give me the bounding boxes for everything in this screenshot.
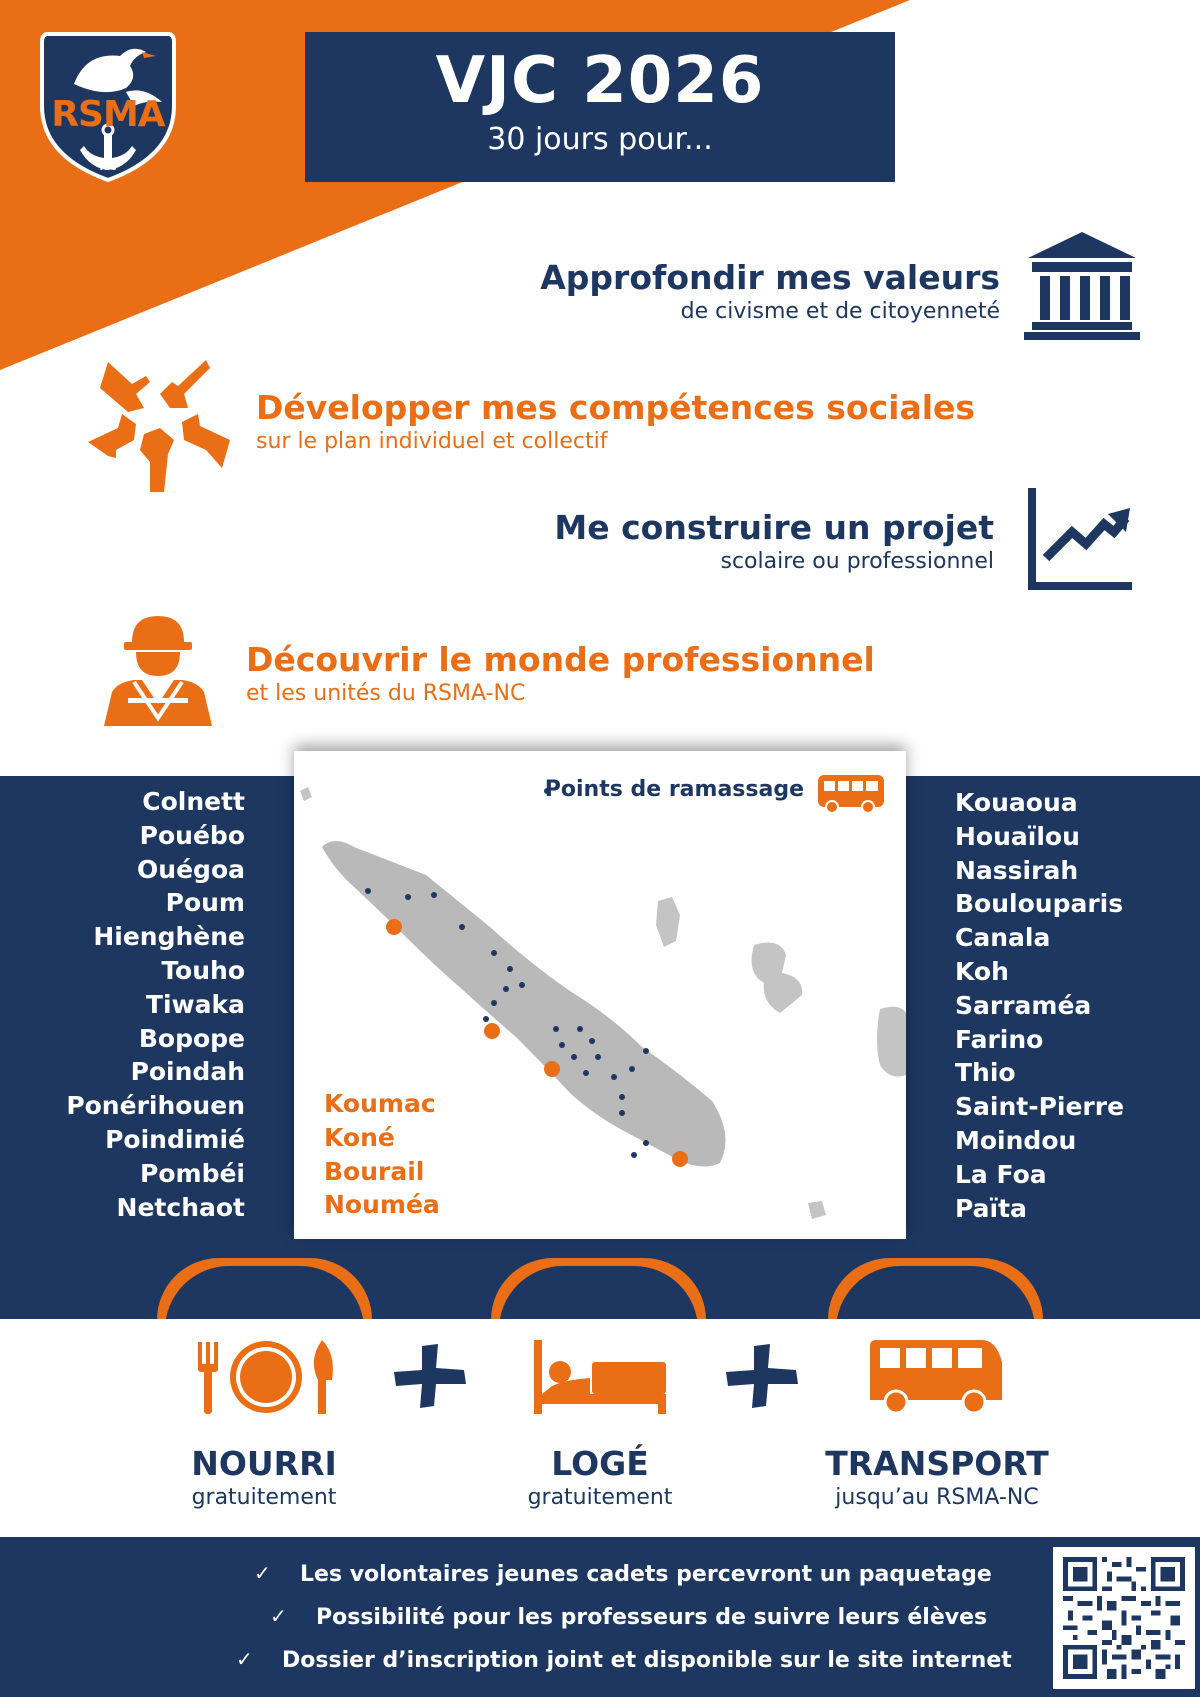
page-title: VJC 2026: [435, 44, 765, 118]
city-item: Boulouparis: [955, 889, 1124, 919]
goal-professional: [246, 640, 875, 708]
footer: [0, 1537, 1200, 1697]
benefit-subtitle: jusqu’au RSMA-NC: [835, 1485, 1039, 1510]
city-item: Colnett: [142, 787, 245, 816]
map-legend: Points de ramassage: [544, 777, 804, 802]
rsma-logo: [34, 26, 182, 184]
dining-icon: [196, 1340, 336, 1414]
city-item: Moindou: [955, 1125, 1077, 1155]
goal-title: Approfondir mes valeurs: [540, 258, 1000, 297]
qr-code[interactable]: [1053, 1547, 1195, 1689]
hub-item: Koumac: [324, 1089, 436, 1118]
hub-item: Koné: [324, 1122, 395, 1152]
goal-title: Développer mes compétences sociales: [256, 388, 976, 427]
note-item: Possibilité pour les professeurs de suivre leurs élèves: [316, 1605, 988, 1630]
plus-icon: [726, 1344, 798, 1408]
goal-subtitle: de civisme et de citoyenneté: [680, 299, 1000, 324]
benefit-food: [124, 1444, 404, 1512]
benefit-lodging: [460, 1444, 740, 1512]
goal-subtitle: sur le plan individuel et collectif: [256, 429, 608, 454]
city-item: Ponérihouen: [66, 1091, 245, 1121]
city-item: Poindah: [130, 1057, 245, 1087]
pickup-cities-left: [66, 785, 245, 1224]
note-item: Les volontaires jeunes cadets percevront un paquetage: [300, 1562, 992, 1587]
goal-values: [540, 258, 1000, 326]
arch-decoration: [157, 1258, 372, 1320]
city-item: Païta: [955, 1193, 1027, 1223]
city-item: Koh: [955, 956, 1009, 986]
benefit-transport: [797, 1444, 1077, 1512]
city-item: La Foa: [955, 1159, 1047, 1189]
map-card: [294, 751, 906, 1239]
pickup-cities-right: [955, 786, 1124, 1225]
city-item: Houaïlou: [955, 821, 1080, 851]
city-item: Kouaoua: [955, 788, 1078, 817]
page-subtitle: 30 jours pour...: [487, 122, 713, 157]
city-item: Poum: [165, 888, 245, 918]
goal-subtitle: et les unités du RSMA-NC: [246, 681, 526, 706]
arch-decoration: [828, 1258, 1043, 1320]
goal-title: Découvrir le monde professionnel: [246, 640, 875, 679]
city-item: Ouégoa: [137, 854, 245, 884]
plus-icon: [394, 1344, 466, 1408]
city-item: Hienghène: [93, 922, 245, 952]
city-item: Saint-Pierre: [955, 1092, 1125, 1122]
city-item: Sarraméa: [955, 990, 1092, 1020]
goal-project: [554, 508, 994, 576]
city-item: Farino: [955, 1024, 1044, 1054]
logo-subtext: NC: [99, 160, 117, 173]
bus-icon: [870, 1340, 1002, 1414]
benefit-title: TRANSPORT: [825, 1444, 1049, 1483]
construction-worker-icon: [104, 612, 212, 726]
city-item: Bopope: [138, 1023, 245, 1053]
institution-icon: [1024, 232, 1140, 340]
city-item: Netchaot: [116, 1192, 245, 1222]
city-item: Pombéi: [140, 1158, 245, 1188]
logo-text: RSMA: [51, 94, 165, 135]
bus-icon: [818, 775, 884, 813]
benefit-title: LOGÉ: [551, 1444, 649, 1483]
hub-item: Nouméa: [324, 1190, 440, 1220]
benefit-subtitle: gratuitement: [191, 1485, 337, 1510]
city-item: Nassirah: [955, 855, 1079, 885]
hub-item: Bourail: [324, 1156, 425, 1186]
benefit-title: NOURRI: [191, 1444, 337, 1483]
note-item: Dossier d’inscription joint et disponible sur le site internet: [282, 1648, 1012, 1673]
bed-icon: [534, 1340, 666, 1414]
benefit-subtitle: gratuitement: [527, 1485, 673, 1510]
city-item: Touho: [161, 955, 245, 985]
title-box: [305, 32, 895, 182]
check-icon: ✓: [254, 1561, 271, 1585]
growth-chart-icon: [1028, 488, 1134, 592]
city-item: Canala: [955, 923, 1051, 953]
hub-list: [324, 1087, 440, 1222]
city-item: Thio: [955, 1058, 1016, 1088]
check-icon: ✓: [270, 1604, 287, 1628]
goal-title: Me construire un projet: [554, 508, 994, 547]
goal-subtitle: scolaire ou professionnel: [720, 549, 994, 574]
goal-social: [256, 388, 975, 456]
check-icon: ✓: [236, 1647, 253, 1671]
arch-decoration: [491, 1258, 706, 1320]
hands-circle-icon: [88, 358, 230, 492]
city-item: Poindimié: [105, 1124, 245, 1154]
city-item: Tiwaka: [145, 989, 245, 1019]
city-item: Pouébo: [139, 820, 245, 850]
